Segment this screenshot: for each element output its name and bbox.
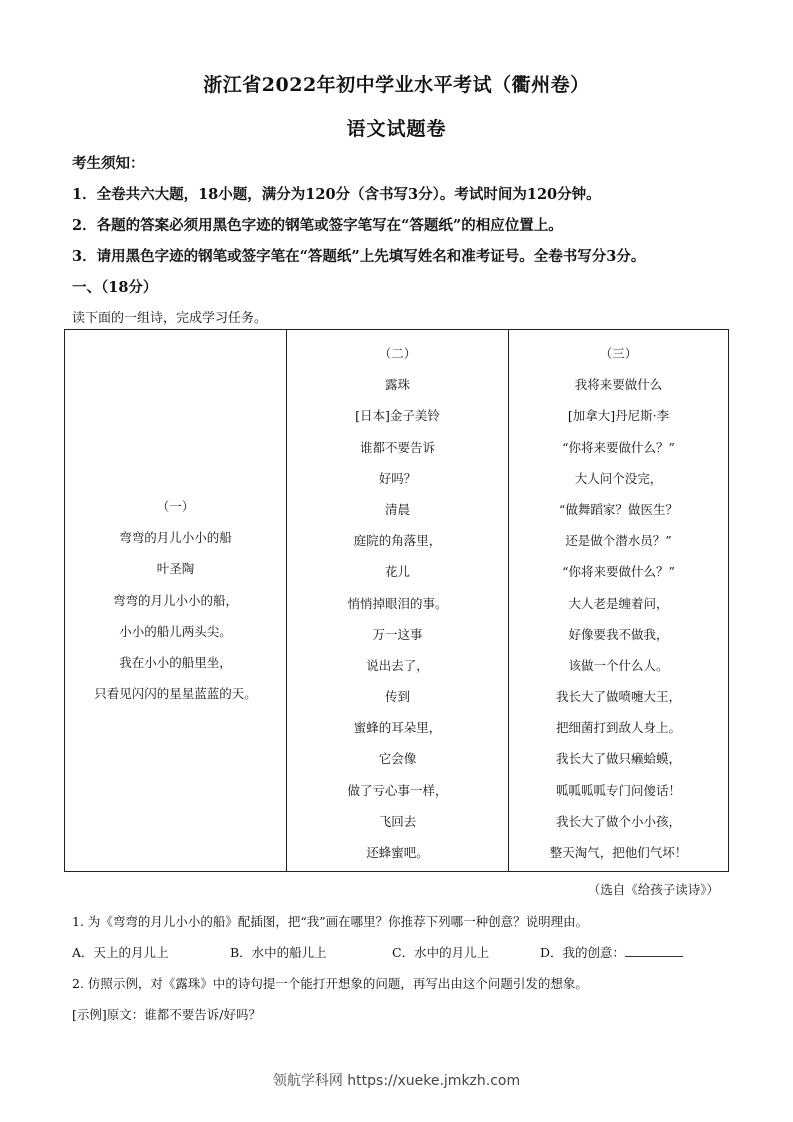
poem-3-title: 我将来要做什么 bbox=[574, 377, 663, 393]
poem-1 bbox=[65, 330, 286, 709]
option-a: A．天上的月儿上 bbox=[72, 945, 169, 960]
example-text: [示例]原文：谁都不要告诉/好吗？ bbox=[72, 1007, 261, 1022]
poem-line: 大人问个没完， bbox=[574, 470, 663, 486]
poem-line: 好吗？ bbox=[378, 470, 417, 486]
poem-line: 该做一个什么人。 bbox=[568, 657, 669, 673]
option-d bbox=[540, 943, 683, 961]
section-instruction: 读下面的一组诗，完成学习任务。 bbox=[72, 311, 268, 326]
poem-line: 小小的船儿两头尖。 bbox=[119, 623, 232, 639]
notice-item-2: 2．各题的答案必须用黑色字迹的钢笔或签字笔写在“答题纸”的相应位置上。 bbox=[72, 217, 563, 234]
poem-cell-2 bbox=[287, 330, 509, 872]
poem-line: “你将来要做什么？” bbox=[562, 564, 675, 580]
poem-line: 还是做个潜水员？” bbox=[565, 533, 672, 549]
poem-line: 我在小小的船里坐， bbox=[119, 654, 232, 670]
poem-2-title: 露珠 bbox=[384, 377, 410, 393]
poem-line: 谁都不要告诉 bbox=[359, 439, 435, 455]
poem-line: 传到 bbox=[384, 689, 410, 705]
poem-2-number: （二） bbox=[378, 346, 417, 361]
poem-1-author: 叶圣陶 bbox=[156, 561, 195, 577]
poem-table bbox=[64, 329, 729, 872]
poem-line: 还蜂蜜吧。 bbox=[366, 845, 429, 860]
poem-3 bbox=[509, 330, 728, 868]
option-b: B．水中的船儿上 bbox=[230, 945, 327, 960]
question-1: 1. 为《弯弯的月儿小小的船》配插图，把“我”画在哪里？你推荐下列哪一种创意？说明理由。 bbox=[72, 914, 589, 929]
notice-item-3: 3．请用黑色字迹的钢笔或签字笔在“答题纸”上先填写姓名和准考证号。全卷书写分3分。 bbox=[72, 248, 646, 265]
poem-line: 整天淘气，把他们气坏！ bbox=[549, 845, 688, 860]
poem-cell-3 bbox=[509, 330, 729, 872]
poem-line: 我长大了做喷嚏大王， bbox=[555, 689, 681, 705]
paper-subtitle: 语文试题卷 bbox=[346, 118, 447, 140]
poem-line: 弯弯的月儿小小的船， bbox=[112, 592, 238, 608]
footer-watermark: 领航学科网 https://xueke.jmkzh.com bbox=[272, 1073, 521, 1089]
option-c: C．水中的月儿上 bbox=[392, 945, 490, 960]
poem-cell-1 bbox=[65, 330, 287, 872]
poem-line: 只看见闪闪的星星蓝蓝的天。 bbox=[94, 686, 257, 702]
source-note: （选自《给孩子读诗》） bbox=[587, 882, 719, 897]
answer-blank[interactable] bbox=[625, 944, 683, 957]
exam-title: 浙江省2022年初中学业水平考试（衢州卷） bbox=[203, 74, 590, 96]
poem-line: 万一这事 bbox=[372, 626, 423, 642]
poem-line: 好像要我不做我， bbox=[568, 626, 669, 642]
question-2: 2. 仿照示例，对《露珠》中的诗句提一个能打开想象的问题，再写出由这个问题引发的想象。 bbox=[72, 976, 588, 991]
poem-2 bbox=[287, 330, 508, 868]
poem-line: 飞回去 bbox=[378, 813, 417, 829]
poem-3-author: [加拿大]丹尼斯·李 bbox=[567, 408, 670, 424]
poem-3-number: （三） bbox=[599, 346, 638, 361]
poem-line: 做了亏心事一样， bbox=[347, 782, 448, 798]
notice-item-1: 1．全卷共六大题，18小题，满分为120分（含书写3分）。考试时间为120分钟。 bbox=[72, 186, 601, 203]
section-heading: 一、（18分） bbox=[72, 279, 158, 296]
poem-line: 说出去了， bbox=[366, 657, 429, 673]
poem-1-title: 弯弯的月儿小小的船 bbox=[119, 530, 232, 546]
poem-line: 呱呱呱呱专门问傻话！ bbox=[555, 782, 681, 798]
poem-1-number: （一） bbox=[156, 499, 195, 514]
poem-line: 花儿 bbox=[384, 564, 410, 580]
poem-line: 我长大了做个小小孩， bbox=[555, 813, 681, 829]
poem-line: 清晨 bbox=[384, 501, 410, 517]
option-d-label: D．我的创意： bbox=[540, 945, 626, 960]
poem-line: 它会像 bbox=[378, 751, 417, 767]
poem-line: 庭院的角落里， bbox=[353, 533, 442, 549]
poem-2-author: [日本]金子美铃 bbox=[355, 408, 440, 424]
question-1-options bbox=[72, 943, 712, 961]
poem-line: “做舞蹈家？做医生？ bbox=[559, 501, 678, 517]
poem-line: 蜜蜂的耳朵里， bbox=[353, 720, 442, 736]
poem-line: 把细菌打到敌人身上。 bbox=[555, 720, 681, 736]
notice-heading: 考生须知： bbox=[72, 155, 145, 172]
poem-line: 我长大了做只癞蛤蟆， bbox=[555, 751, 681, 767]
poem-line: “你将来要做什么？” bbox=[562, 439, 675, 455]
poem-line: 大人老是缠着问， bbox=[568, 595, 669, 611]
poem-line: 悄悄掉眼泪的事。 bbox=[347, 595, 448, 611]
